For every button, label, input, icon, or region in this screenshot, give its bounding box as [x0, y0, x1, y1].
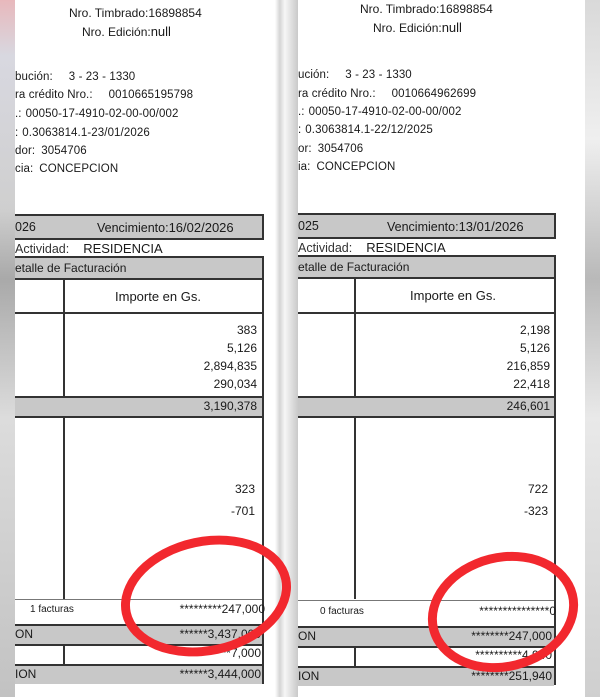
importe-header: Importe en Gs.: [115, 289, 201, 304]
grand-total-label: ION: [298, 669, 320, 683]
detalle-title: etalle de Facturación: [15, 261, 127, 275]
charge-amount: 290,034: [213, 377, 257, 391]
total-row-amount: ******3,437,000: [179, 627, 261, 641]
detalle-title: etalle de Facturación: [298, 260, 410, 274]
detalle-table: [298, 255, 556, 685]
total-row-amount: ********247,000: [471, 629, 552, 643]
invoice-left: [15, 0, 265, 697]
charge-amount: 383: [236, 323, 257, 337]
timbrado-value: 16898854: [439, 2, 493, 16]
info-cuenta: .: 00050-17-4910-02-00-00/002: [298, 106, 462, 118]
info-agencia: cia: CONCEPCION: [15, 163, 119, 175]
subtotal-amount: 246,601: [506, 399, 550, 413]
period-fragment: 025: [298, 219, 319, 233]
facturas-label: 1 facturas: [30, 604, 74, 615]
edicion-label: Nro. Edición:: [373, 21, 442, 35]
timbrado-label: Nro. Timbrado:: [360, 2, 440, 16]
facturas-divider: [15, 599, 262, 600]
column-divider: [63, 278, 65, 599]
facturas-divider: [298, 600, 554, 601]
actividad: Actividad: RESIDENCIA: [298, 240, 446, 255]
adjustment-amount: -701: [230, 504, 255, 518]
adjustment-amount: 722: [527, 482, 548, 496]
adjustment-amount: 323: [234, 482, 255, 496]
total-row-label: ON: [15, 627, 33, 641]
detalle-table: [15, 256, 264, 684]
timbrado-line: [69, 6, 202, 20]
info-distribucion: bución: 3 - 23 - 1330: [15, 71, 136, 83]
facturas-label: 0 facturas: [320, 606, 364, 617]
header-divider: [15, 312, 262, 314]
info-distribucion: ución: 3 - 23 - 1330: [298, 69, 412, 81]
subtotal-amount: 3,190,378: [203, 399, 257, 413]
info-medidor: dor: 3054706: [15, 145, 87, 157]
adjustment-amount: -323: [523, 504, 548, 518]
info-referencia: : 0.3063814.1-22/12/2025: [298, 124, 433, 136]
info-agencia: ia: CONCEPCION: [298, 161, 396, 173]
charge-amount: 5,126: [226, 341, 257, 355]
info-nota-credito: ra crédito Nro.: 0010665195798: [15, 89, 194, 101]
facturas-amount: *********247,000: [179, 602, 265, 616]
timbrado-value: 16898854: [148, 6, 202, 20]
importe-header: Importe en Gs.: [410, 288, 496, 303]
extra-divider: [354, 646, 356, 666]
edicion-line: [373, 20, 462, 35]
actividad: Actividad: RESIDENCIA: [15, 241, 163, 256]
info-cuenta: .: 00050-17-4910-02-00-00/002: [15, 108, 179, 120]
extra-amount: **********7,000: [184, 646, 261, 660]
vencimiento: Vencimiento:13/01/2026: [387, 219, 524, 234]
header-divider: [298, 312, 554, 314]
edicion-line: [82, 24, 171, 39]
edicion-value: null: [150, 24, 171, 39]
timbrado-label: Nro. Timbrado:: [69, 6, 149, 20]
grand-total-label: ION: [15, 667, 37, 681]
column-divider: [354, 277, 356, 599]
extra-divider: [63, 644, 65, 664]
charge-amount: 216,859: [506, 359, 550, 373]
vencimiento: Vencimiento:16/02/2026: [97, 220, 234, 235]
period-fragment: 026: [15, 220, 36, 234]
info-medidor: or: 3054706: [298, 143, 364, 155]
photo-edge-right: [585, 0, 600, 697]
charge-amount: 2,198: [519, 323, 550, 337]
charge-amount: 5,126: [519, 341, 550, 355]
extra-amount: **********4,940: [475, 648, 552, 662]
photo-divider: [265, 0, 298, 697]
invoice-right: [298, 0, 585, 697]
charge-amount: 2,894,835: [203, 359, 257, 373]
edicion-label: Nro. Edición:: [82, 25, 151, 39]
grand-total-amount: ********251,940: [471, 669, 552, 683]
charge-amount: 22,418: [513, 377, 550, 391]
info-referencia: : 0.3063814.1-23/01/2026: [15, 127, 150, 139]
edicion-value: null: [441, 20, 462, 35]
facturas-amount: ***************0: [479, 604, 556, 618]
timbrado-line: [360, 2, 493, 16]
info-nota-credito: ra crédito Nro.: 0010664962699: [298, 88, 477, 100]
total-row-label: ON: [298, 629, 316, 643]
grand-total-amount: ******3,444,000: [179, 667, 261, 681]
photo-edge-left: [0, 0, 15, 697]
